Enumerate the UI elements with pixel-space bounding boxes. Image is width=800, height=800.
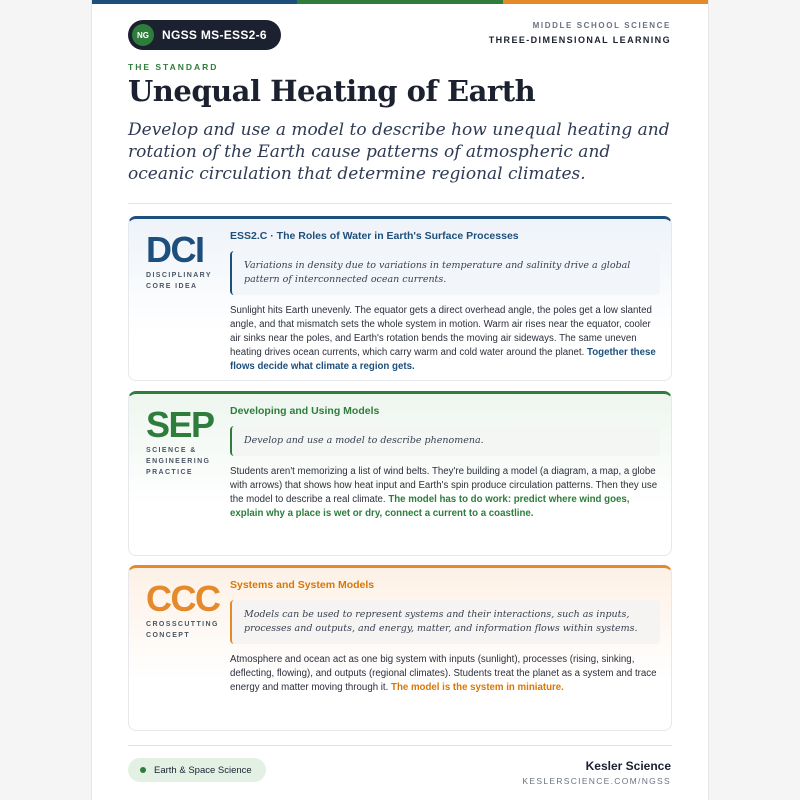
sep-explanation: Students aren't memorizing a list of wind belts. They're building a model (a diagram, a map, a globe with arrows) that shows how heat input and Earth's spin produce circulation patterns. Then they use the model to describe a real climate. The model has to do work: predict where wind goes, explain why a place is wet or dry, connect a current to a coastline. <box>230 466 658 519</box>
standard-sheet <box>91 0 709 800</box>
dci-card <box>128 216 672 381</box>
dci-explanation: Sunlight hits Earth unevenly. The equator gets a direct overhead angle, the poles get a low slanted angle, and that mismatch sets the whole system in motion. Warm air rises near the equator, cooler air sinks near the poles, and Earth's rotation bends the moving air sideways. The same uneven heating drives ocean currents, which carry warm and cold water around the planet. Together these flows decide what climate a region gets. <box>230 305 656 372</box>
ccc-explanation: Atmosphere and ocean act as one big system with inputs (sunlight), processes (rising, sinking, deflecting, flowing), and outputs (regional climates). Students treat the planet as a system and trace energy and matter moving through it. The model is the system in miniature. <box>230 654 657 693</box>
sep-content <box>230 405 660 521</box>
grade-band-label: MIDDLE SCHOOL SCIENCE <box>532 21 671 30</box>
dci-quote: Variations in density due to variations in temperature and salinity drive a global pattern of interconnected ocean currents. <box>230 251 660 295</box>
divider <box>128 203 672 204</box>
publisher-url[interactable]: KESLERSCIENCE.COM/NGSS <box>522 776 671 786</box>
discipline-tag <box>128 758 266 782</box>
sep-acronym: SEP <box>146 404 214 445</box>
sep-label-block <box>146 406 226 478</box>
sep-emphasis: The model has to do work: predict where wind goes, explain why a place is wet or dry, connect a current to a coastline. <box>230 494 630 519</box>
color-bar <box>92 0 708 4</box>
sep-card <box>128 391 672 556</box>
dci-emphasis: Together these flows decide what climate a region gets. <box>230 347 656 372</box>
footer-divider <box>128 745 672 746</box>
dci-heading: ESS2.C · The Roles of Water in Earth's Surface Processes <box>230 230 519 242</box>
section-eyebrow: THE STANDARD <box>128 62 219 72</box>
ccc-content <box>230 579 660 695</box>
standard-code: NGSS MS-ESS2-6 <box>162 28 267 42</box>
dci-content <box>230 230 660 374</box>
ccc-acronym: CCC <box>146 578 220 619</box>
framework-label: THREE-DIMENSIONAL LEARNING <box>488 35 671 45</box>
ccc-card <box>128 565 672 731</box>
tag-dot-icon <box>140 767 146 773</box>
ccc-subtitle: CROSSCUTTING CONCEPT <box>146 621 219 639</box>
ngss-logo-icon: NG <box>132 24 154 46</box>
dci-subtitle: DISCIPLINARY CORE IDEA <box>146 272 212 290</box>
ccc-quote: Models can be used to represent systems and their interactions, such as inputs, processes and outputs, and energy, matter, and information flows within systems. <box>230 600 660 644</box>
sep-quote: Develop and use a model to describe phenomena. <box>230 426 660 456</box>
standard-badge <box>128 20 281 50</box>
ccc-emphasis: The model is the system in miniature. <box>391 682 564 693</box>
publisher-block <box>522 759 671 786</box>
dci-label-block <box>146 231 226 292</box>
dci-acronym: DCI <box>146 229 204 270</box>
series-label <box>489 21 671 45</box>
page-title: Unequal Heating of Earth <box>128 74 536 108</box>
publisher-name: Kesler Science <box>585 759 671 773</box>
standard-description: Develop and use a model to describe how unequal heating and rotation of the Earth cause patterns of atmospheric and oceanic circulation that determine regional climates. <box>128 120 670 184</box>
ccc-label-block <box>146 580 226 641</box>
sep-subtitle: SCIENCE & ENGINEERING PRACTICE <box>146 447 211 476</box>
sep-heading: Developing and Using Models <box>230 405 380 417</box>
discipline-label: Earth & Space Science <box>154 764 252 776</box>
ccc-heading: Systems and System Models <box>230 579 375 591</box>
